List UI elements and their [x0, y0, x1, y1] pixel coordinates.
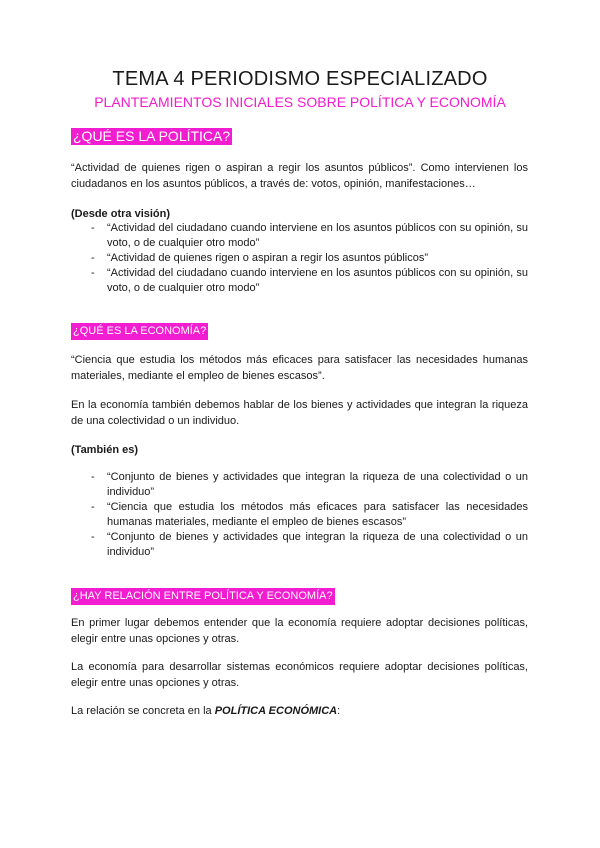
list-item-text: “Actividad del ciudadano cuando interviene en los asuntos públicos con su opinión, su voto, o de cualquier otro modo”	[107, 267, 528, 294]
list-item	[71, 221, 528, 251]
relacion-paragraph-3	[71, 704, 528, 720]
relacion-paragraph-1: En primer lugar debemos entender que la economía requiere adoptar decisiones políticas, elegir entre unas opciones y otras.	[71, 617, 528, 645]
list-item-text: “Ciencia que estudia los métodos más eficaces para satisfacer las necesidades humanas materiales, mediante el empleo de bienes escasos”	[107, 501, 528, 528]
politica-label: (Desde otra visión)	[71, 208, 171, 220]
section-heading-relacion: ¿HAY RELACIÓN ENTRE POLÍTICA Y ECONOMÍA?	[71, 588, 335, 605]
relacion-paragraph-2: La economía para desarrollar sistemas económicos requiere adoptar decisiones políticas, elegir entre unas opciones y otras.	[71, 661, 528, 689]
politica-economica-emphasis: POLÍTICA ECONÓMICA	[214, 705, 338, 717]
dash-bullet: -	[91, 267, 95, 279]
politica-list	[71, 221, 528, 296]
dash-bullet: -	[91, 222, 95, 234]
list-item	[71, 530, 528, 560]
economia-list	[71, 470, 528, 560]
relacion-suffix: :	[337, 705, 341, 717]
dash-bullet: -	[91, 501, 95, 513]
dash-bullet: -	[91, 531, 95, 543]
dash-bullet: -	[91, 252, 95, 264]
list-item	[71, 470, 528, 500]
economia-label: (También es)	[71, 444, 139, 456]
section-heading-politica: ¿QUÉ ES LA POLÍTICA?	[73, 128, 231, 144]
dash-bullet: -	[91, 471, 95, 483]
document-title: TEMA 4 PERIODISMO ESPECIALIZADO	[112, 68, 488, 90]
list-item-text: “Conjunto de bienes y actividades que integran la riqueza de una colectividad o un individuo”	[107, 531, 528, 558]
list-item	[71, 251, 528, 266]
list-item-text: “Actividad del ciudadano cuando interviene en los asuntos públicos con su opinión, su voto, o de cualquier otro modo”	[107, 222, 528, 249]
list-item-text: “Actividad de quienes rigen o aspiran a regir los asuntos públicos”	[107, 252, 429, 264]
document-subtitle: PLANTEAMIENTOS INICIALES SOBRE POLÍTICA Y ECONOMÍA	[94, 94, 506, 110]
economia-bienes: En la economía también debemos hablar de los bienes y actividades que integran la riqueza de una colectividad o un individuo.	[71, 399, 528, 427]
list-item	[71, 266, 528, 296]
relacion-prefix: La relación se concreta en la	[71, 705, 215, 717]
politica-definition: “Actividad de quienes rigen o aspiran a regir los asuntos públicos”. Como intervienen los ciudadanos en los asuntos públicos, a través de: votos, opinión, manifestaciones…	[71, 162, 528, 190]
economia-definition: “Ciencia que estudia los métodos más eficaces para satisfacer las necesidades humanas materiales, mediante el empleo de bienes escasos”.	[71, 354, 528, 382]
list-item	[71, 500, 528, 530]
list-item-text: “Conjunto de bienes y actividades que integran la riqueza de una colectividad o un individuo”	[107, 471, 528, 498]
section-heading-economia: ¿QUÉ ES LA ECONOMÍA?	[71, 323, 208, 340]
